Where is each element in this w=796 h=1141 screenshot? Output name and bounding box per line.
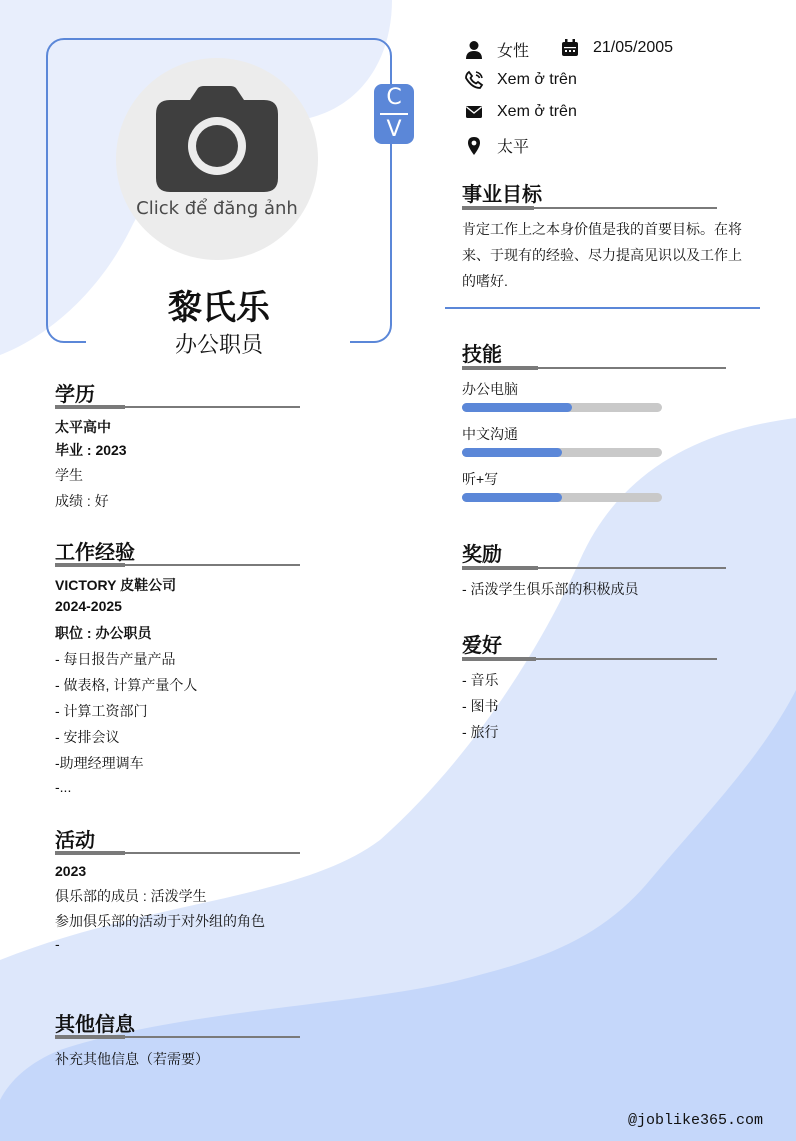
other-heading: 其他信息: [55, 1014, 135, 1036]
email-value: Xem ở trên: [497, 103, 577, 120]
birthdate-value: 21/05/2005: [593, 39, 674, 56]
objective-rule: [462, 207, 717, 209]
activities-line: 参加俱乐部的活动于对外组的角色: [55, 913, 265, 929]
contact-birthdate[interactable]: [560, 38, 673, 58]
experience-heading: 工作经验: [55, 542, 135, 564]
experience-position: 职位 : 办公职员: [55, 625, 152, 641]
other-line: 补充其他信息（若需要）: [55, 1051, 209, 1067]
education-graduation: 毕业 : 2023: [55, 442, 127, 458]
awards-heading: 奖励: [462, 544, 502, 566]
activities-year: 2023: [55, 863, 87, 879]
photo-upload[interactable]: [116, 58, 318, 260]
cv-badge-bottom: V: [386, 117, 402, 142]
experience-line: - 计算工资部门: [55, 703, 148, 719]
skills-heading: 技能: [462, 344, 502, 366]
contact-phone[interactable]: [464, 70, 577, 90]
user-icon: [464, 40, 484, 60]
hobbies-rule: [462, 658, 717, 660]
education-school: 太平高中: [55, 419, 111, 435]
address-value: 太平: [497, 139, 530, 156]
hobby-item: - 音乐: [462, 672, 499, 688]
objective-line: 肯定工作上之本身价值是我的首要目标。在将: [462, 221, 742, 237]
contact-email[interactable]: [464, 102, 577, 122]
watermark: @joblike365.com: [628, 1112, 764, 1129]
cv-badge-top: C: [386, 85, 402, 110]
objective-heading: 事业目标: [462, 184, 542, 206]
experience-line: -...: [55, 779, 72, 795]
skill-bar-fill: [462, 448, 562, 457]
contact-gender[interactable]: [464, 38, 529, 61]
activities-heading: 活动: [55, 830, 95, 852]
camera-icon: [156, 86, 278, 192]
skill-name: 中文沟通: [462, 426, 518, 442]
award-item: - 活泼学生俱乐部的积极成员: [462, 581, 639, 597]
location-pin-icon: [464, 136, 484, 156]
experience-line: - 每日报告产量产品: [55, 651, 176, 667]
phone-value: Xem ở trên: [497, 71, 577, 88]
skill-name: 办公电脑: [462, 381, 518, 397]
objective-line: 的嗜好.: [462, 273, 508, 289]
skill-name: 听+写: [462, 471, 499, 487]
experience-line: - 做表格, 计算产量个人: [55, 677, 198, 693]
skill-bar-fill: [462, 493, 562, 502]
envelope-icon: [464, 102, 484, 122]
hobby-item: - 旅行: [462, 724, 499, 740]
objective-line: 来、于现有的经验、尽力提高见识以及工作上: [462, 247, 742, 263]
skill-bar: [462, 403, 662, 412]
phone-icon: [464, 70, 484, 90]
calendar-icon: [560, 38, 580, 58]
education-line: 成绩 : 好: [55, 493, 109, 509]
photo-upload-label: Click để đăng ảnh: [136, 198, 298, 219]
cv-badge-divider: [380, 113, 408, 115]
experience-line: - 安排会议: [55, 729, 120, 745]
hobbies-heading: 爱好: [462, 635, 502, 657]
contact-address[interactable]: [464, 134, 529, 157]
candidate-name[interactable]: 黎氏乐: [168, 289, 270, 327]
candidate-title[interactable]: 办公职员: [174, 332, 263, 357]
skill-bar-fill: [462, 403, 572, 412]
experience-line: -助理经理调车: [55, 755, 144, 771]
skills-rule: [462, 367, 726, 369]
education-line: 学生: [55, 467, 83, 483]
experience-company: VICTORY 皮鞋公司: [55, 577, 177, 593]
hobby-item: - 图书: [462, 698, 499, 714]
section-separator: [445, 307, 760, 309]
awards-rule: [462, 567, 726, 569]
skill-bar: [462, 493, 662, 502]
gender-value: 女性: [497, 43, 530, 60]
education-heading: 学历: [55, 384, 95, 406]
activities-line: 俱乐部的成员 : 活泼学生: [55, 888, 207, 904]
experience-period: 2024-2025: [55, 598, 122, 614]
skill-bar: [462, 448, 662, 457]
activities-line: -: [55, 936, 60, 952]
cv-badge: [374, 84, 414, 144]
